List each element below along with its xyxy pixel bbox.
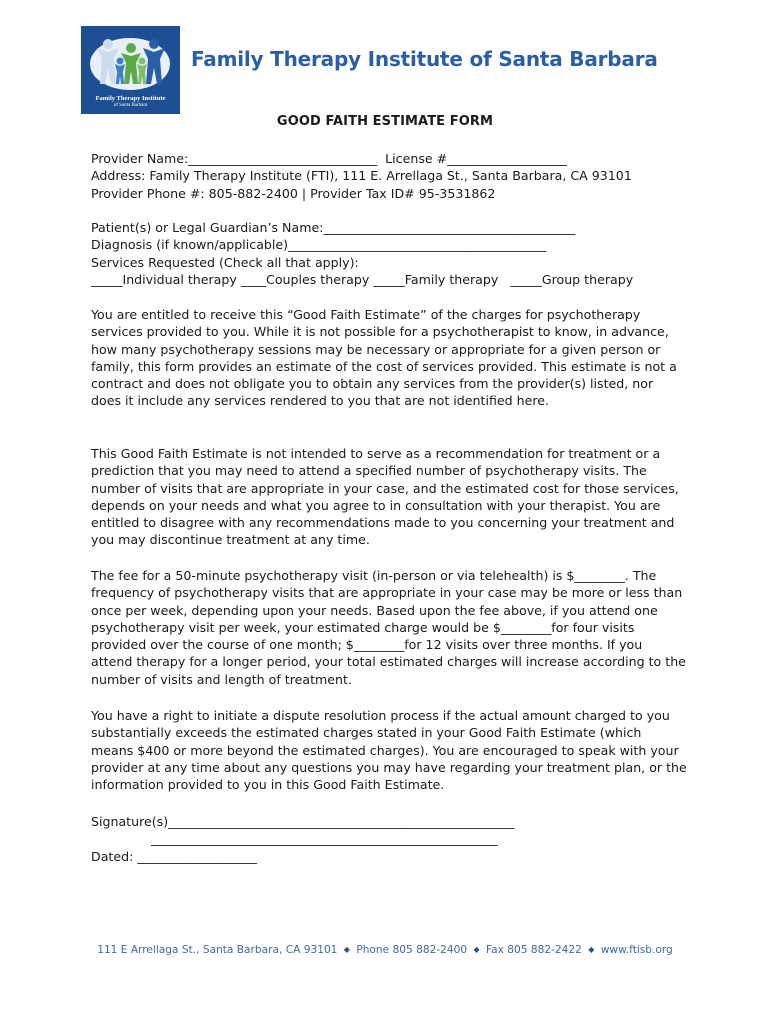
services-requested-label: Services Requested (Check all that apply): bbox=[91, 254, 359, 270]
footer-address: 111 E Arrellaga St., Santa Barbara, CA 93101 bbox=[97, 944, 338, 956]
page-footer bbox=[0, 944, 770, 956]
diagnosis-field[interactable]: Diagnosis (if known/applicable)_________________________________________ bbox=[91, 237, 547, 253]
footer-phone: Phone 805 882-2400 bbox=[356, 944, 468, 956]
diamond-icon: ◆ bbox=[473, 945, 480, 954]
paragraph-text: You are entitled to receive this “Good Faith Estimate” of the charges for psychotherapy services provided to you. While it is not possible for a psychotherapist to know, in advance, how many psychotherapy sessions may be necessary or appropriate for a given person or family, this form provides an estimate of the cost of services provided. This estimate is not a contract and does not obligate you to obtain any services from the provider(s) listed, nor does it include any services rendered to you that are not identified here. bbox=[91, 307, 677, 409]
footer-fax: Fax 805 882-2422 bbox=[486, 944, 582, 956]
provider-name-field[interactable]: Provider Name:______________________________ License #___________________ bbox=[91, 151, 567, 166]
diamond-icon: ◆ bbox=[588, 945, 595, 954]
paragraph-text: The fee for a 50-minute psychotherapy visit (in-person or via telehealth) is $________. The frequency of psychotherapy visits that are appropriate in your case may be more or less than once per week, depending upon your needs. Based upon the fee above, if you attend one psychotherapy visit per week, your estimated charge would be $________for four visits provided over the course of one month; $________for 12 visits over three months. If you attend therapy for a longer period, your total estimated charges will increase according to the number of visits and length of treatment. bbox=[91, 568, 686, 687]
dispute-paragraph bbox=[91, 707, 687, 793]
guardian-name-field[interactable]: Patient(s) or Legal Guardian’s Name:________________________________________ bbox=[91, 220, 576, 235]
footer-website-link[interactable]: www.ftisb.org bbox=[600, 944, 673, 956]
provider-address: Address: Family Therapy Institute (FTI), 111 E. Arrellaga St., Santa Barbara, CA 93101 bbox=[91, 168, 632, 184]
patient-info bbox=[91, 219, 687, 288]
service-options[interactable]: _____Individual therapy ____Couples therapy _____Family therapy _____Group therapy bbox=[91, 271, 634, 287]
not-recommendation-paragraph bbox=[91, 445, 687, 549]
signature-section bbox=[91, 813, 687, 865]
entitlement-paragraph bbox=[91, 306, 687, 410]
organization-name: Family Therapy Institute of Santa Barbara bbox=[191, 47, 658, 71]
logo-caption bbox=[81, 95, 180, 109]
logo-caption-line1: Family Therapy Institute bbox=[95, 95, 166, 102]
diamond-icon: ◆ bbox=[343, 945, 350, 954]
dated-field[interactable]: Dated: ___________________ bbox=[91, 848, 257, 864]
institute-logo bbox=[81, 26, 180, 114]
provider-phone: Provider Phone #: 805-882-2400 | Provider Tax ID# 95-3531862 bbox=[91, 185, 496, 201]
logo-caption-line2: of Santa Barbara bbox=[113, 103, 148, 108]
signature-field[interactable]: Signature(s)_______________________________________________________ bbox=[91, 814, 515, 829]
signature-field-second[interactable]: _______________________________________________________ bbox=[91, 831, 498, 847]
form-title: GOOD FAITH ESTIMATE FORM bbox=[276, 114, 494, 129]
paragraph-text: This Good Faith Estimate is not intended to serve as a recommendation for treatment or a prediction that you may need to attend a specified number of psychotherapy visits. The number of visits that are appropriate in your case, and the estimated cost for those services, depends on your needs and what you agree to in consultation with your therapist. You are entitled to disagree with any recommendations made to you concerning your treatment and you may discontinue treatment at any time. bbox=[91, 446, 679, 548]
paragraph-text: You have a right to initiate a dispute resolution process if the actual amount charged to you substantially exceeds the estimated charges stated in your Good Faith Estimate (which means $400 or more beyond the estimated charges). You are encouraged to speak with your provider at any time about any questions you may have regarding your treatment plan, or the information provided to you in this Good Faith Estimate. bbox=[91, 708, 687, 793]
provider-info bbox=[91, 150, 687, 202]
fee-paragraph bbox=[91, 567, 687, 688]
